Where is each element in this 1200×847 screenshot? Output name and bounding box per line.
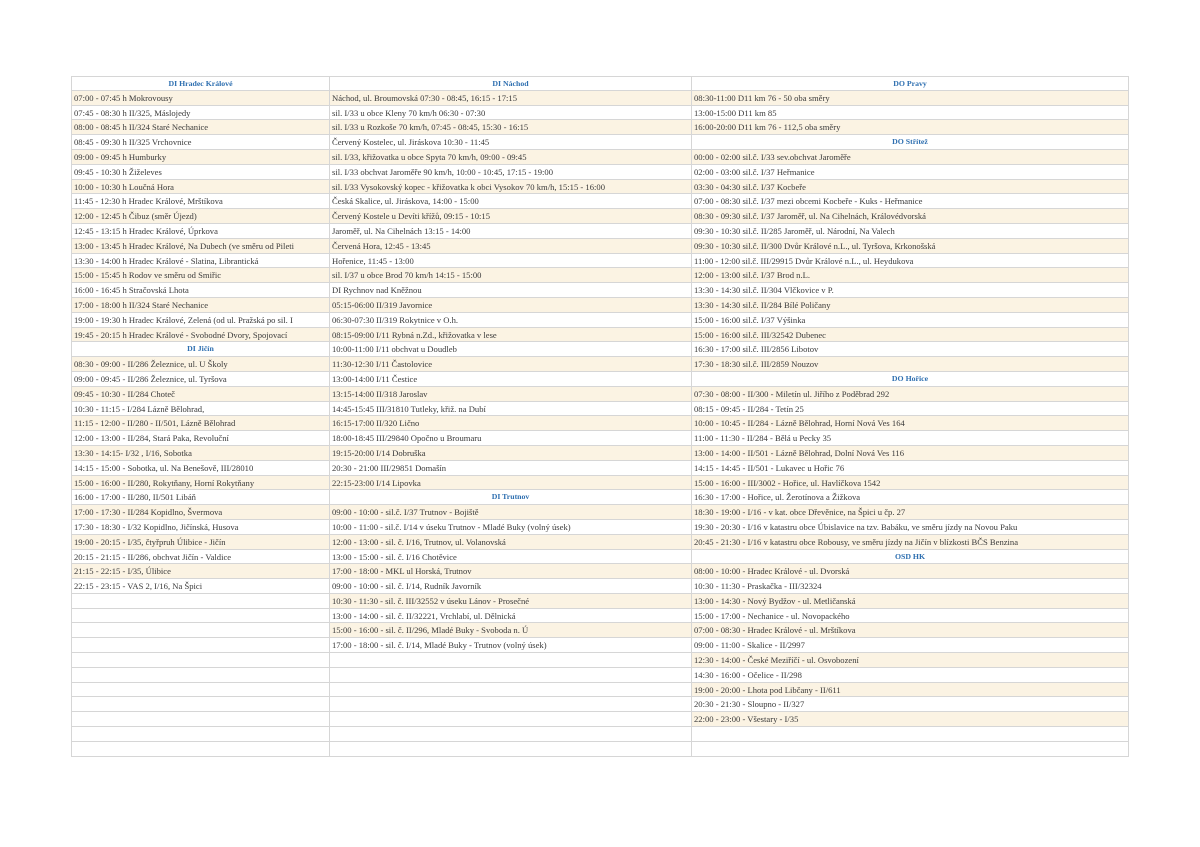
table-cell: 18:30 - 19:00 - I/16 - v kat. obce Dřevěnice, na Špici u čp. 27 [692, 505, 1129, 520]
table-cell: 19:00 - 20:00 - Lhota pod Libčany - II/611 [692, 683, 1129, 698]
table-row [71, 461, 1129, 476]
table-row [71, 742, 1129, 757]
section-header: DI Jičín [71, 342, 330, 357]
table-cell: 17:00 - 18:00 - sil. č. I/14, Mladé Buky - Trutnov (volný úsek) [330, 638, 692, 653]
table-cell [330, 653, 692, 668]
table-cell: 20:45 - 21:30 - I/16 v katastru obce Robousy, ve směru jízdy na Jičín v blízkosti BČS Benzina [692, 535, 1129, 550]
table-cell: 14:15 - 14:45 - II/501 - Lukavec u Hořic 76 [692, 461, 1129, 476]
table-row [71, 313, 1129, 328]
table-cell: 10:00 - 10:45 - II/284 - Lázně Bělohrad, Horní Nová Ves 164 [692, 416, 1129, 431]
table-cell: 16:30 - 17:00 - Hořice, ul. Žerotínova a Žižkova [692, 490, 1129, 505]
table-cell: 13:00 - 14:30 - Nový Bydžov - ul. Metličanská [692, 594, 1129, 609]
table-cell [330, 712, 692, 727]
table-cell [71, 683, 330, 698]
table-cell: sil. I/33 u Rozkoše 70 km/h, 07:45 - 08:45, 15:30 - 16:15 [330, 120, 692, 135]
table-row [71, 254, 1129, 269]
section-header: DO Střítež [692, 135, 1129, 150]
table-cell [71, 742, 330, 757]
table-row [71, 283, 1129, 298]
table-cell: 15:00 - 16:00 - III/3002 - Hořice, ul. Havlíčkova 1542 [692, 476, 1129, 491]
section-header: DO Pravy [692, 76, 1129, 91]
table-cell: 16:15-17:00 II/320 Lično [330, 416, 692, 431]
table-row [71, 194, 1129, 209]
table-cell: 08:00 - 08:45 h II/324 Staré Nechanice [71, 120, 330, 135]
table-cell: 08:15-09:00 I/11 Rybná n.Zd., křižovatka v lese [330, 328, 692, 343]
table-row [71, 372, 1129, 387]
table-cell: DI Rychnov nad Kněžnou [330, 283, 692, 298]
table-row [71, 342, 1129, 357]
table-cell: 17:00 - 18:00 h II/324 Staré Nechanice [71, 298, 330, 313]
table-cell: sil. I/33, křižovatka u obce Spyta 70 km/h, 09:00 - 09:45 [330, 150, 692, 165]
table-row [71, 387, 1129, 402]
table-cell: 12:00 - 13:00 - II/284, Stará Paka, Revoluční [71, 431, 330, 446]
table-row [71, 431, 1129, 446]
table-cell: 15:00 - 17:00 - Nechanice - ul. Novopackého [692, 609, 1129, 624]
table-cell: 09:00 - 09:45 h Humburky [71, 150, 330, 165]
table-cell: 09:00 - 09:45 - II/286 Železnice, ul. Tyršova [71, 372, 330, 387]
table-cell: 05:15-06:00 II/319 Javornice [330, 298, 692, 313]
table-cell: Hořenice, 11:45 - 13:00 [330, 254, 692, 269]
table-cell: 10:30 - 11:30 - Praskačka - III/32324 [692, 579, 1129, 594]
table-cell: 13:30 - 14:15- I/32 , I/16, Sobotka [71, 446, 330, 461]
table-cell: 11:15 - 12:00 - II/280 - II/501, Lázně Bělohrad [71, 416, 330, 431]
table-cell: 10:00 - 10:30 h Loučná Hora [71, 180, 330, 195]
table-cell: 13:30 - 14:00 h Hradec Králové - Slatina, Librantická [71, 254, 330, 269]
table-row [71, 416, 1129, 431]
table-cell: 09:00 - 10:00 - sil. č. I/14, Rudník Javorník [330, 579, 692, 594]
table-cell: 19:15-20:00 I/14 Dobruška [330, 446, 692, 461]
table-cell: 10:30 - 11:15 - I/284 Lázně Bělohrad, [71, 402, 330, 417]
table-cell: 22:15 - 23:15 - VAS 2, I/16, Na Špici [71, 579, 330, 594]
table-cell [330, 742, 692, 757]
table-row [71, 683, 1129, 698]
table-cell: 09:30 - 10:30 sil.č. II/300 Dvůr Králové n.L., ul. Tyršova, Krkonošská [692, 239, 1129, 254]
table-cell: 15:00 - 16:00 - sil. č. II/296, Mladé Buky - Svoboda n. Ú [330, 623, 692, 638]
table-cell: 21:15 - 22:15 - I/35, Úlibice [71, 564, 330, 579]
table-cell: 19:45 - 20:15 h Hradec Králové - Svobodné Dvory, Spojovací [71, 328, 330, 343]
table-cell: 13:00 - 14:00 - sil. č. II/32221, Vrchlabí, ul. Dělnická [330, 609, 692, 624]
table-row [71, 76, 1129, 91]
table-row [71, 579, 1129, 594]
table-cell: 12:45 - 13:15 h Hradec Králové, Úprkova [71, 224, 330, 239]
table-cell: 14:30 - 16:00 - Očelice - II/298 [692, 668, 1129, 683]
table-cell [330, 697, 692, 712]
table-cell: 20:15 - 21:15 - II/286, obchvat Jičín - Valdice [71, 550, 330, 565]
table-row [71, 490, 1129, 505]
table-cell: 08:00 - 10:00 - Hradec Králové - ul. Dvorská [692, 564, 1129, 579]
table-cell: 12:00 - 13:00 sil.č. I/37 Brod n.L. [692, 268, 1129, 283]
table-cell: 15:00 - 16:00 sil.č. I/37 Výšinka [692, 313, 1129, 328]
table-cell: Náchod, ul. Broumovská 07:30 - 08:45, 16:15 - 17:15 [330, 91, 692, 106]
table-cell: 16:00 - 17:00 - II/280, II/501 Libáň [71, 490, 330, 505]
table-cell: 00:00 - 02:00 sil.č. I/33 sev.obchvat Jaroměře [692, 150, 1129, 165]
table-cell: 16:00-20:00 D11 km 76 - 112,5 oba směry [692, 120, 1129, 135]
table-row [71, 106, 1129, 121]
table-cell: 08:30-11:00 D11 km 76 - 50 oba směry [692, 91, 1129, 106]
table-row [71, 668, 1129, 683]
table-row [71, 446, 1129, 461]
table-cell [71, 653, 330, 668]
table-cell: 07:30 - 08:00 - II/300 - Miletín ul. Jiřího z Poděbrad 292 [692, 387, 1129, 402]
table-row [71, 505, 1129, 520]
table-row [71, 638, 1129, 653]
table-cell: 07:00 - 08:30 sil.č. I/37 mezi obcemi Kocbeře - Kuks - Heřmanice [692, 194, 1129, 209]
table-row [71, 594, 1129, 609]
table-cell [71, 623, 330, 638]
table-cell: 15:00 - 15:45 h Rodov ve směru od Smiřic [71, 268, 330, 283]
table-cell: 09:00 - 11:00 - Skalice - II/2997 [692, 638, 1129, 653]
table-cell: 22:00 - 23:00 - Všestary - I/35 [692, 712, 1129, 727]
table-cell: 19:00 - 20:15 - I/35, čtyřpruh Úlibice - Jičín [71, 535, 330, 550]
table-cell: 16:00 - 16:45 h Stračovská Lhota [71, 283, 330, 298]
table-cell [330, 683, 692, 698]
table-row [71, 357, 1129, 372]
table-cell: 12:00 - 13:00 - sil. č. I/16, Trutnov, ul. Volanovská [330, 535, 692, 550]
table-row [71, 564, 1129, 579]
table-cell: 18:00-18:45 III/29840 Opočno u Broumaru [330, 431, 692, 446]
section-header: DI Náchod [330, 76, 692, 91]
table-cell: 09:45 - 10:30 h Žiželeves [71, 165, 330, 180]
table-cell: sil. I/33 Vysokovský kopec - křižovatka k obci Vysokov 70 km/h, 15:15 - 16:00 [330, 180, 692, 195]
table-cell [71, 712, 330, 727]
table-cell: 08:15 - 09:45 - II/284 - Tetín 25 [692, 402, 1129, 417]
table-cell: 15:00 - 16:00 sil.č. III/32542 Dubenec [692, 328, 1129, 343]
table-row [71, 180, 1129, 195]
table-cell: 19:00 - 19:30 h Hradec Králové, Zelená (od ul. Pražská po sil. I [71, 313, 330, 328]
table-cell [330, 727, 692, 742]
table-cell [71, 697, 330, 712]
table-cell [71, 594, 330, 609]
section-header: DI Trutnov [330, 490, 692, 505]
table-row [71, 550, 1129, 565]
table-cell: 11:30-12:30 I/11 Častolovice [330, 357, 692, 372]
table-cell: sil. I/33 u obce Kleny 70 km/h 06:30 - 07:30 [330, 106, 692, 121]
table-cell: Jaroměř, ul. Na Cihelnách 13:15 - 14:00 [330, 224, 692, 239]
table-cell [71, 609, 330, 624]
table-row [71, 120, 1129, 135]
table-row [71, 402, 1129, 417]
table-cell: 14:15 - 15:00 - Sobotka, ul. Na Benešově, III/28010 [71, 461, 330, 476]
table-row [71, 328, 1129, 343]
table-cell: 13:30 - 14:30 sil.č. II/304 Vlčkovice v P. [692, 283, 1129, 298]
table-cell: 10:00-11:00 I/11 obchvat u Doudleb [330, 342, 692, 357]
section-header: OSD HK [692, 550, 1129, 565]
table-cell: 13:00 - 13:45 h Hradec Králové, Na Dubech (ve směru od Pileti [71, 239, 330, 254]
section-header: DI Hradec Králové [71, 76, 330, 91]
table-row [71, 623, 1129, 638]
table-cell: 13:00 - 15:00 - sil. č. I/16 Chotěvice [330, 550, 692, 565]
table-cell: 19:30 - 20:30 - I/16 v katastru obce Úbislavice na tzv. Babáku, ve směru jízdy na Novou Paku [692, 520, 1129, 535]
table-cell: 20:30 - 21:30 - Sloupno - II/327 [692, 697, 1129, 712]
table-cell: 07:00 - 08:30 - Hradec Králové - ul. Mrštíkova [692, 623, 1129, 638]
table-row [71, 298, 1129, 313]
table-cell: 10:00 - 11:00 - sil.č. I/14 v úseku Trutnov - Mladé Buky (volný úsek) [330, 520, 692, 535]
table-cell: 13:00 - 14:00 - II/501 - Lázně Bělohrad, Dolní Nová Ves 116 [692, 446, 1129, 461]
table-row [71, 135, 1129, 150]
table-row [71, 224, 1129, 239]
table-cell: 11:00 - 12:00 sil.č. III/29915 Dvůr Králové n.L., ul. Heydukova [692, 254, 1129, 269]
table-cell: 11:45 - 12:30 h Hradec Králové, Mrštíkova [71, 194, 330, 209]
table-cell: 09:30 - 10:30 sil.č. II/285 Jaroměř, ul. Národní, Na Valech [692, 224, 1129, 239]
table-cell: 02:00 - 03:00 sil.č. I/37 Heřmanice [692, 165, 1129, 180]
table-cell: 08:30 - 09:30 sil.č. I/37 Jaroměř, ul. Na Cihelnách, Královédvorská [692, 209, 1129, 224]
table-cell: 17:30 - 18:30 - I/32 Kopidlno, Jičínská, Husova [71, 520, 330, 535]
table-cell: Červený Kostelec, ul. Jiráskova 10:30 - 11:45 [330, 135, 692, 150]
table-cell: sil. I/37 u obce Brod 70 km/h 14:15 - 15:00 [330, 268, 692, 283]
table-cell [71, 638, 330, 653]
table-cell: 22:15-23:00 I/14 Lipovka [330, 476, 692, 491]
table-cell: 14:45-15:45 III/31810 Tutleky, křiž. na Dubí [330, 402, 692, 417]
table-cell: Červená Hora, 12:45 - 13:45 [330, 239, 692, 254]
table-cell: 11:00 - 11:30 - II/284 - Bělá u Pecky 35 [692, 431, 1129, 446]
table-cell: 10:30 - 11:30 - sil. č. III/32552 v úseku Lánov - Prosečné [330, 594, 692, 609]
table-row [71, 165, 1129, 180]
table-cell: 20:30 - 21:00 III/29851 Domašín [330, 461, 692, 476]
table-row [71, 209, 1129, 224]
table-cell: 08:45 - 09:30 h II/325 Vrchovnice [71, 135, 330, 150]
section-header: DO Hořice [692, 372, 1129, 387]
table-row [71, 520, 1129, 535]
table-cell [692, 727, 1129, 742]
table-cell: 17:30 - 18:30 sil.č. III/2859 Nouzov [692, 357, 1129, 372]
table-cell: 16:30 - 17:00 sil.č. III/2856 Libotov [692, 342, 1129, 357]
table-cell: 08:30 - 09:00 - II/286 Železnice, ul. U Školy [71, 357, 330, 372]
table-row [71, 712, 1129, 727]
table-cell: 07:45 - 08:30 h II/325, Máslojedy [71, 106, 330, 121]
table-cell: sil. I/33 obchvat Jaroměře 90 km/h, 10:00 - 10:45, 17:15 - 19:00 [330, 165, 692, 180]
table-cell: 17:00 - 17:30 - II/284 Kopidlno, Švermova [71, 505, 330, 520]
table-row [71, 268, 1129, 283]
table-cell: 13:00-15:00 D11 km 85 [692, 106, 1129, 121]
table-row [71, 609, 1129, 624]
table-cell: 09:00 - 10:00 - sil.č. I/37 Trutnov - Bojiště [330, 505, 692, 520]
table-cell: 17:00 - 18:00 - MKL ul Horská, Trutnov [330, 564, 692, 579]
schedule-table [71, 76, 1129, 757]
table-cell: 07:00 - 07:45 h Mokrovousy [71, 91, 330, 106]
table-row [71, 727, 1129, 742]
table-row [71, 653, 1129, 668]
table-cell: 09:45 - 10:30 - II/284 Choteč [71, 387, 330, 402]
table-cell [71, 668, 330, 683]
table-row [71, 697, 1129, 712]
table-cell [692, 742, 1129, 757]
table-cell: 12:00 - 12:45 h Čibuz (směr Újezd) [71, 209, 330, 224]
table-row [71, 91, 1129, 106]
table-row [71, 535, 1129, 550]
table-cell: 13:15-14:00 II/318 Jaroslav [330, 387, 692, 402]
table-cell: Česká Skalice, ul. Jiráskova, 14:00 - 15:00 [330, 194, 692, 209]
table-row [71, 150, 1129, 165]
table-cell: Červený Kostele u Devíti křížů, 09:15 - 10:15 [330, 209, 692, 224]
table-cell: 12:30 - 14:00 - České Meziříčí - ul. Osvobození [692, 653, 1129, 668]
table-cell [71, 727, 330, 742]
table-cell: 15:00 - 16:00 - II/280, Rokytňany, Horní Rokytňany [71, 476, 330, 491]
table-row [71, 476, 1129, 491]
table-cell: 03:30 - 04:30 sil.č. I/37 Kocbeře [692, 180, 1129, 195]
table-cell [330, 668, 692, 683]
table-row [71, 239, 1129, 254]
table-cell: 13:00-14:00 I/11 Čestice [330, 372, 692, 387]
table-cell: 06:30-07:30 II/319 Rokytnice v O.h. [330, 313, 692, 328]
table-cell: 13:30 - 14:30 sil.č. II/284 Bílé Poličany [692, 298, 1129, 313]
